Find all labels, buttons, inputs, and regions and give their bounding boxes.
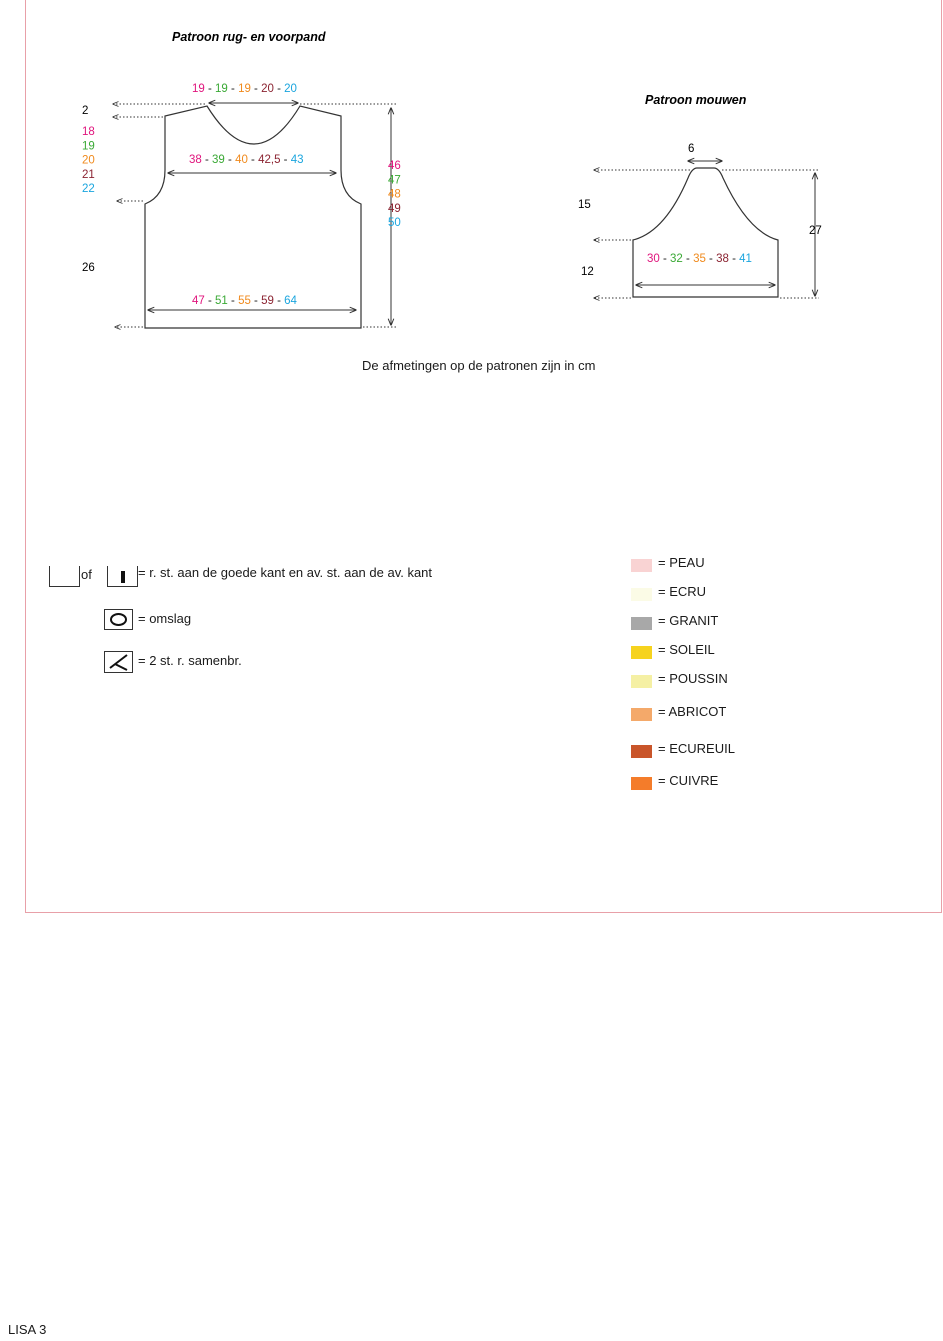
size-value: 19 xyxy=(192,83,205,95)
size-value: 40 xyxy=(235,154,248,166)
size-value: 20 xyxy=(82,154,95,167)
size-value: 30 xyxy=(647,253,660,265)
size-value: 50 xyxy=(388,217,401,230)
circle-icon xyxy=(110,613,127,626)
sleeve-total-height-label: 27 xyxy=(809,225,822,237)
size-value: 51 xyxy=(215,295,228,307)
size-value: 20 xyxy=(261,83,274,95)
color-name: = CUIVRE xyxy=(658,773,719,788)
size-value: 47 xyxy=(192,295,205,307)
sleeve-lower-height-label: 12 xyxy=(581,266,594,278)
color-swatch xyxy=(631,777,652,790)
bar-icon xyxy=(121,571,125,583)
neck-depth-label: 2 xyxy=(82,105,89,117)
color-swatch xyxy=(631,745,652,758)
size-value: 38 xyxy=(189,154,202,166)
size-value: 18 xyxy=(82,126,95,138)
total-height-labels xyxy=(388,160,401,229)
size-value: 64 xyxy=(284,295,297,307)
size-value: 19 xyxy=(82,140,95,153)
k2tog-desc: = 2 st. r. samenbr. xyxy=(138,653,242,668)
size-value: 19 xyxy=(238,83,251,95)
bottom-width-label: 47 - 51 - 55 - 59 - 64 xyxy=(192,295,297,307)
sleeve-cap-height-label: 15 xyxy=(578,199,591,211)
k2tog-symbol xyxy=(104,651,133,673)
size-value: 32 xyxy=(670,253,683,265)
color-swatch xyxy=(631,559,652,572)
size-value: 42,5 xyxy=(258,154,281,166)
size-value: 19 xyxy=(215,83,228,95)
chest-width-label: 38 - 39 - 40 - 42,5 - 43 xyxy=(189,154,304,166)
size-value: 46 xyxy=(388,160,401,172)
color-name: = SOLEIL xyxy=(658,642,715,657)
color-name: = GRANIT xyxy=(658,613,719,628)
body-pattern-title: Patroon rug- en voorpand xyxy=(172,30,326,44)
size-value: 21 xyxy=(82,168,95,181)
sleeve-top-width-label: 6 xyxy=(688,143,695,155)
yarn-over-desc: = omslag xyxy=(138,611,192,626)
color-name: = PEAU xyxy=(658,555,705,570)
color-name: = ECUREUIL xyxy=(658,741,735,756)
size-value: 59 xyxy=(261,295,274,307)
sleeve-pattern-title: Patroon mouwen xyxy=(645,93,747,107)
size-value: 22 xyxy=(82,183,95,196)
pattern-diagrams xyxy=(0,0,943,420)
bar-knit-symbol xyxy=(107,566,138,587)
size-value: 49 xyxy=(388,202,401,215)
size-value: 35 xyxy=(693,253,706,265)
color-swatch xyxy=(631,675,652,688)
color-name: = POUSSIN xyxy=(658,671,728,686)
color-name: = ABRICOT xyxy=(658,704,727,719)
size-value: 38 xyxy=(716,253,729,265)
size-value: 39 xyxy=(212,154,225,166)
size-value: 41 xyxy=(739,253,752,265)
sleeve-bottom-width-label: 30 - 32 - 35 - 38 - 41 xyxy=(647,253,752,265)
of-text: of xyxy=(81,567,92,582)
size-value: 47 xyxy=(388,174,401,187)
color-swatch xyxy=(631,588,652,601)
neck-width-label: 19 - 19 - 19 - 20 - 20 xyxy=(192,83,297,95)
k2tog-icon xyxy=(105,652,132,672)
yarn-over-symbol xyxy=(104,609,133,630)
sleeve-outline xyxy=(633,168,778,297)
armhole-height-labels xyxy=(82,126,95,195)
footer-label: LISA 3 xyxy=(8,1322,47,1337)
lower-height-label: 26 xyxy=(82,262,95,274)
empty-knit-symbol xyxy=(49,566,80,587)
size-value: 48 xyxy=(388,188,401,201)
size-value: 55 xyxy=(238,295,251,307)
color-swatch xyxy=(631,646,652,659)
size-value: 43 xyxy=(290,154,304,166)
measurement-note: De afmetingen op de patronen zijn in cm xyxy=(362,358,596,373)
knit-symbol-desc: = r. st. aan de goede kant en av. st. aan de av. kant xyxy=(138,565,433,580)
color-swatch xyxy=(631,708,652,721)
size-value: 20 xyxy=(284,83,297,95)
color-name: = ECRU xyxy=(658,584,707,599)
color-swatch xyxy=(631,617,652,630)
